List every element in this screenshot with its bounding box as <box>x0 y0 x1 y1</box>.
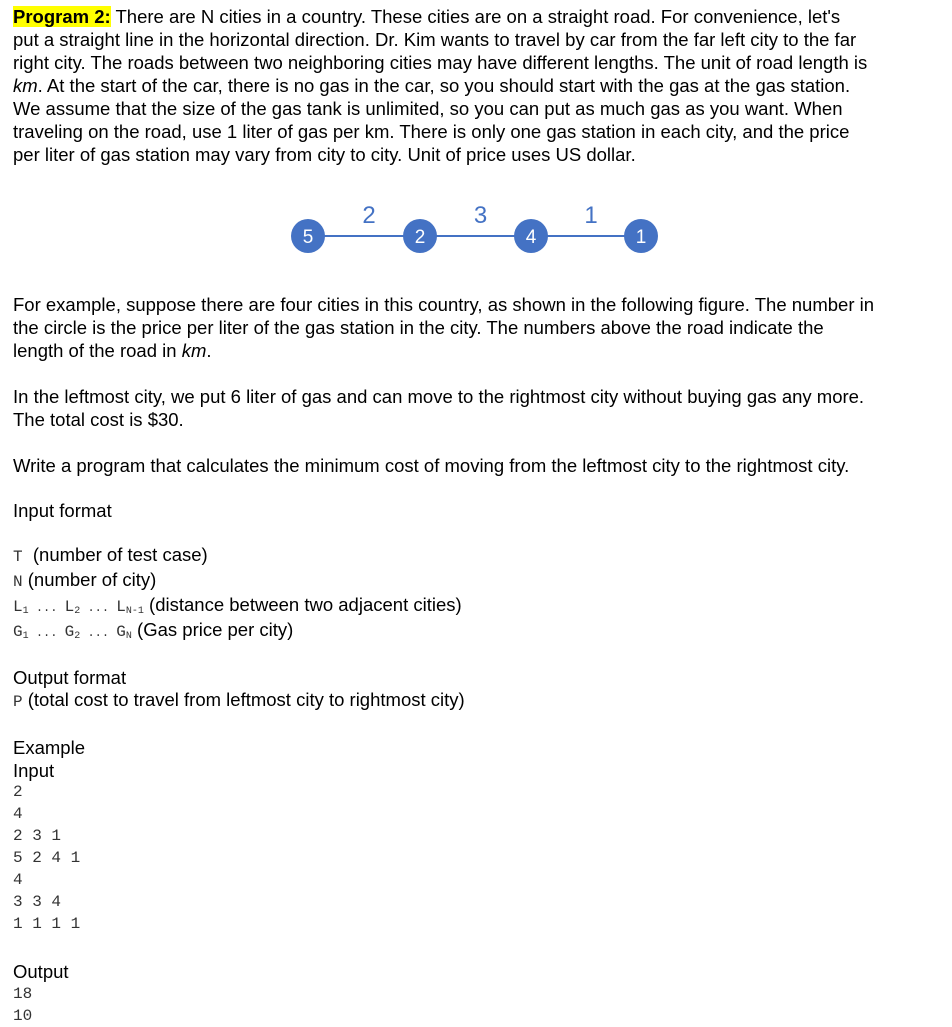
example-data-line: 3 3 4 <box>13 893 62 911</box>
example-line-2: the circle is the price per liter of the gas station in the city. The numbers above the road indicate the <box>13 317 824 338</box>
intro-line-4 <box>13 75 850 97</box>
example-input-label: Input <box>13 760 55 781</box>
dots: ... <box>80 601 117 615</box>
L: L <box>13 598 23 616</box>
dots: ... <box>80 626 117 640</box>
text: . At the start of the car, there is no gas in the car, so you should start with the gas at the gas station. <box>37 75 851 96</box>
city-road-diagram <box>0 195 952 265</box>
road-length: 2 <box>362 202 376 229</box>
example-data-line: 18 <box>13 985 33 1003</box>
example-data-line: 10 <box>13 1007 33 1025</box>
desc: (Gas price per city) <box>131 619 294 640</box>
format-N <box>13 569 156 593</box>
example-line-1: For example, suppose there are four cities in this country, as shown in the following figure. The number in <box>13 294 875 315</box>
intro-line-7: per liter of gas station may vary from city to city. Unit of price uses US dollar. <box>13 144 636 165</box>
format-T <box>13 544 208 568</box>
cost-line-1: In the leftmost city, we put 6 liter of gas and can move to the rightmost city without buying gas any more. <box>13 386 865 407</box>
city-price: 4 <box>525 227 537 248</box>
example-data-line: 4 <box>13 871 23 889</box>
text: . <box>206 340 212 361</box>
km-unit: km <box>13 75 38 96</box>
city-price: 5 <box>302 227 314 248</box>
sub: 2 <box>74 606 81 617</box>
text: length of the road in <box>13 340 182 361</box>
L: L <box>64 598 75 616</box>
sub: 2 <box>74 631 81 642</box>
example-data-line: 1 1 1 1 <box>13 915 81 933</box>
sub: N-1 <box>125 606 144 617</box>
city-price: 1 <box>635 227 647 248</box>
example-data-line: 2 <box>13 783 23 801</box>
sub: N <box>125 631 132 642</box>
sub: 1 <box>22 631 29 642</box>
desc: (number of test case) <box>22 544 208 565</box>
program-title: Program 2: <box>13 6 111 27</box>
example-line-3 <box>13 340 212 362</box>
road-length: 1 <box>584 202 598 229</box>
example-output-label: Output <box>13 961 69 982</box>
var-P: P <box>13 693 23 711</box>
var-N: N <box>13 573 23 591</box>
intro-line-3: right city. The roads between two neighboring cities may have different lengths. The unit of road length is <box>13 52 868 73</box>
text: There are N cities in a country. These cities are on a straight road. For convenience, let's <box>110 6 841 27</box>
desc: (number of city) <box>22 569 157 590</box>
example-data-line: 2 3 1 <box>13 827 62 845</box>
example-heading: Example <box>13 737 85 758</box>
dots: ... <box>28 626 65 640</box>
output-format-heading: Output format <box>13 667 127 688</box>
var-L <box>13 598 144 616</box>
var-T: T <box>13 548 23 566</box>
sub: 1 <box>22 606 29 617</box>
G: G <box>13 623 23 641</box>
example-data-line: 5 2 4 1 <box>13 849 81 867</box>
desc: (total cost to travel from leftmost city to rightmost city) <box>22 689 465 710</box>
G: G <box>116 623 126 641</box>
cost-line-2: The total cost is $30. <box>13 409 184 430</box>
city-price: 2 <box>414 227 426 248</box>
input-format-heading: Input format <box>13 500 112 521</box>
L: L <box>116 598 126 616</box>
desc: (distance between two adjacent cities) <box>143 594 462 615</box>
intro-line-6: traveling on the road, use 1 liter of gas per km. There is only one gas station in each city, and the price <box>13 121 850 142</box>
intro-line-5: We assume that the size of the gas tank is unlimited, so you can put as much gas as you want. When <box>13 98 843 119</box>
G: G <box>64 623 75 641</box>
dots: ... <box>28 601 65 615</box>
format-G <box>13 619 293 648</box>
example-data-line: 4 <box>13 805 23 823</box>
format-P <box>13 689 465 713</box>
km-unit: km <box>181 340 207 361</box>
task-statement: Write a program that calculates the minimum cost of moving from the leftmost city to the rightmost city. <box>13 455 850 476</box>
intro-line-2: put a straight line in the horizontal direction. Dr. Kim wants to travel by car from the far left city to the far <box>13 29 857 50</box>
var-G <box>13 623 132 641</box>
intro-line-1 <box>13 6 840 28</box>
road-length: 3 <box>473 202 488 229</box>
